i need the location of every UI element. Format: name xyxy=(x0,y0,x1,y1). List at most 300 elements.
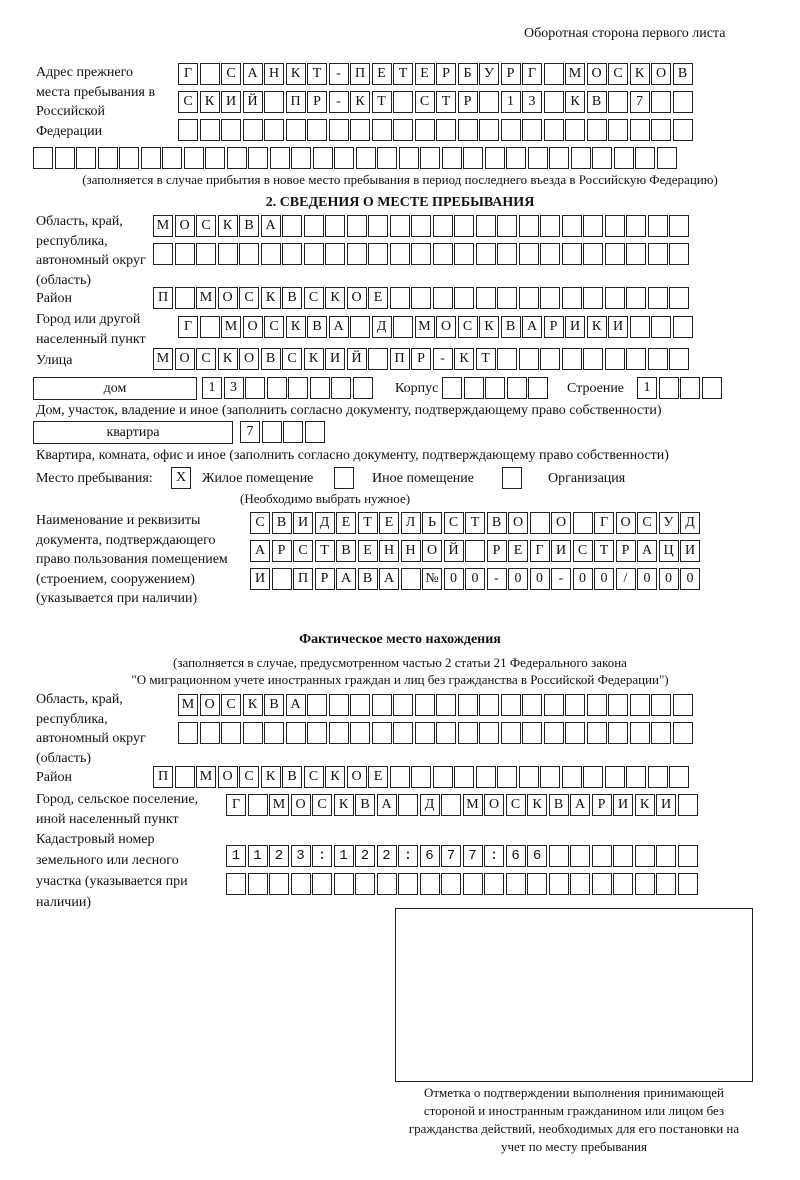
char-cell[interactable] xyxy=(350,316,370,338)
char-cell[interactable] xyxy=(497,766,517,788)
char-cell[interactable] xyxy=(562,348,582,370)
char-cell[interactable]: В xyxy=(673,63,693,85)
char-cell[interactable]: Й xyxy=(243,91,263,113)
char-cell[interactable] xyxy=(175,766,195,788)
char-cell[interactable]: О xyxy=(484,794,504,816)
char-cell[interactable]: С xyxy=(221,63,241,85)
char-cell[interactable] xyxy=(184,147,204,169)
char-cell[interactable] xyxy=(530,512,550,534)
char-cell[interactable] xyxy=(401,568,421,590)
char-cell[interactable] xyxy=(592,845,612,867)
char-cell[interactable] xyxy=(283,421,303,443)
char-cell[interactable] xyxy=(540,215,560,237)
char-cell[interactable] xyxy=(678,873,698,895)
char-cell[interactable] xyxy=(702,377,722,399)
char-cell[interactable]: К xyxy=(286,316,306,338)
char-cell[interactable] xyxy=(562,766,582,788)
char-cell[interactable]: 0 xyxy=(444,568,464,590)
char-cell[interactable] xyxy=(549,873,569,895)
previous-address-row-3[interactable] xyxy=(178,119,694,143)
char-cell[interactable] xyxy=(626,243,646,265)
char-cell[interactable]: 7 xyxy=(240,421,260,443)
char-cell[interactable]: С xyxy=(415,91,435,113)
char-cell[interactable]: О xyxy=(218,766,238,788)
char-cell[interactable]: К xyxy=(635,794,655,816)
char-cell[interactable] xyxy=(393,316,413,338)
char-cell[interactable] xyxy=(441,794,461,816)
char-cell[interactable] xyxy=(651,722,671,744)
char-cell[interactable]: Г xyxy=(178,316,198,338)
char-cell[interactable]: С xyxy=(178,91,198,113)
char-cell[interactable] xyxy=(334,147,354,169)
char-cell[interactable]: С xyxy=(250,512,270,534)
char-cell[interactable] xyxy=(205,147,225,169)
char-cell[interactable]: С xyxy=(196,215,216,237)
char-cell[interactable]: 1 xyxy=(202,377,222,399)
char-cell[interactable]: А xyxy=(336,568,356,590)
char-cell[interactable] xyxy=(261,243,281,265)
char-cell[interactable]: В xyxy=(264,694,284,716)
char-cell[interactable] xyxy=(226,873,246,895)
char-cell[interactable] xyxy=(458,119,478,141)
char-cell[interactable]: К xyxy=(630,63,650,85)
char-cell[interactable] xyxy=(464,377,484,399)
char-cell[interactable] xyxy=(307,722,327,744)
char-cell[interactable] xyxy=(433,243,453,265)
char-cell[interactable] xyxy=(497,348,517,370)
char-cell[interactable] xyxy=(651,119,671,141)
char-cell[interactable] xyxy=(506,147,526,169)
char-cell[interactable] xyxy=(353,377,373,399)
char-cell[interactable] xyxy=(608,91,628,113)
char-cell[interactable]: К xyxy=(334,794,354,816)
char-cell[interactable]: Н xyxy=(401,540,421,562)
char-cell[interactable]: Е xyxy=(415,63,435,85)
char-cell[interactable] xyxy=(608,722,628,744)
char-cell[interactable]: 0 xyxy=(659,568,679,590)
char-cell[interactable]: 3 xyxy=(224,377,244,399)
char-cell[interactable] xyxy=(162,147,182,169)
char-cell[interactable] xyxy=(178,119,198,141)
stay-option-residential-checkbox[interactable]: X xyxy=(171,467,191,489)
char-cell[interactable] xyxy=(476,287,496,309)
char-cell[interactable]: - xyxy=(329,91,349,113)
char-cell[interactable]: О xyxy=(175,215,195,237)
char-cell[interactable]: О xyxy=(291,794,311,816)
char-cell[interactable] xyxy=(420,147,440,169)
char-cell[interactable] xyxy=(307,119,327,141)
char-cell[interactable]: В xyxy=(501,316,521,338)
char-cell[interactable]: № xyxy=(422,568,442,590)
char-cell[interactable] xyxy=(506,873,526,895)
char-cell[interactable]: О xyxy=(239,348,259,370)
char-cell[interactable]: К xyxy=(479,316,499,338)
char-cell[interactable]: 7 xyxy=(630,91,650,113)
char-cell[interactable] xyxy=(264,722,284,744)
char-cell[interactable]: М xyxy=(153,348,173,370)
char-cell[interactable] xyxy=(175,287,195,309)
char-cell[interactable] xyxy=(272,568,292,590)
char-cell[interactable]: О xyxy=(243,316,263,338)
char-cell[interactable] xyxy=(501,722,521,744)
char-cell[interactable] xyxy=(200,316,220,338)
char-cell[interactable] xyxy=(549,147,569,169)
char-cell[interactable] xyxy=(507,377,527,399)
char-cell[interactable] xyxy=(605,243,625,265)
char-cell[interactable] xyxy=(442,377,462,399)
char-cell[interactable]: - xyxy=(329,63,349,85)
char-cell[interactable] xyxy=(497,243,517,265)
char-cell[interactable] xyxy=(519,215,539,237)
char-cell[interactable]: К xyxy=(304,348,324,370)
char-cell[interactable] xyxy=(347,215,367,237)
char-cell[interactable] xyxy=(454,766,474,788)
char-cell[interactable]: М xyxy=(463,794,483,816)
char-cell[interactable] xyxy=(347,243,367,265)
char-cell[interactable]: Г xyxy=(594,512,614,534)
char-cell[interactable]: С xyxy=(458,316,478,338)
char-cell[interactable]: С xyxy=(221,694,241,716)
char-cell[interactable] xyxy=(626,215,646,237)
char-cell[interactable]: В xyxy=(355,794,375,816)
char-cell[interactable] xyxy=(356,147,376,169)
char-cell[interactable]: И xyxy=(613,794,633,816)
char-cell[interactable] xyxy=(651,316,671,338)
char-cell[interactable] xyxy=(659,377,679,399)
char-cell[interactable] xyxy=(368,215,388,237)
char-cell[interactable]: У xyxy=(479,63,499,85)
char-cell[interactable] xyxy=(436,119,456,141)
char-cell[interactable] xyxy=(613,845,633,867)
char-cell[interactable]: В xyxy=(336,540,356,562)
char-cell[interactable] xyxy=(334,845,354,867)
char-cell[interactable] xyxy=(605,348,625,370)
char-cell[interactable]: С xyxy=(196,348,216,370)
char-cell[interactable] xyxy=(562,287,582,309)
char-cell[interactable]: С xyxy=(293,540,313,562)
char-cell[interactable]: Р xyxy=(315,568,335,590)
char-cell[interactable] xyxy=(329,722,349,744)
char-cell[interactable] xyxy=(262,421,282,443)
char-cell[interactable]: 0 xyxy=(637,568,657,590)
char-cell[interactable] xyxy=(350,722,370,744)
char-cell[interactable] xyxy=(119,147,139,169)
char-cell[interactable] xyxy=(673,119,693,141)
char-cell[interactable] xyxy=(415,694,435,716)
char-cell[interactable]: Т xyxy=(372,91,392,113)
char-cell[interactable]: А xyxy=(377,794,397,816)
char-cell[interactable]: С xyxy=(264,316,284,338)
char-cell[interactable]: М xyxy=(153,215,173,237)
char-cell[interactable] xyxy=(390,215,410,237)
char-cell[interactable]: Й xyxy=(347,348,367,370)
char-cell[interactable]: М xyxy=(196,287,216,309)
char-cell[interactable] xyxy=(527,873,547,895)
char-cell[interactable] xyxy=(243,722,263,744)
char-cell[interactable] xyxy=(269,873,289,895)
char-cell[interactable] xyxy=(648,215,668,237)
char-cell[interactable] xyxy=(433,215,453,237)
char-cell[interactable]: И xyxy=(325,348,345,370)
char-cell[interactable] xyxy=(648,766,668,788)
char-cell[interactable] xyxy=(476,243,496,265)
char-cell[interactable] xyxy=(562,243,582,265)
char-cell[interactable] xyxy=(573,512,593,534)
char-cell[interactable] xyxy=(325,215,345,237)
char-cell[interactable] xyxy=(673,722,693,744)
char-cell[interactable] xyxy=(433,766,453,788)
char-cell[interactable]: О xyxy=(551,512,571,534)
region-row-2[interactable] xyxy=(153,243,691,267)
char-cell[interactable]: Т xyxy=(315,540,335,562)
char-cell[interactable] xyxy=(522,119,542,141)
char-cell[interactable] xyxy=(436,722,456,744)
char-cell[interactable]: П xyxy=(153,287,173,309)
char-cell[interactable] xyxy=(608,694,628,716)
char-cell[interactable]: В xyxy=(282,287,302,309)
char-cell[interactable] xyxy=(519,287,539,309)
char-cell[interactable]: А xyxy=(329,316,349,338)
char-cell[interactable]: М xyxy=(415,316,435,338)
char-cell[interactable] xyxy=(565,694,585,716)
char-cell[interactable] xyxy=(544,722,564,744)
house-number-row[interactable] xyxy=(202,377,374,401)
char-cell[interactable] xyxy=(570,873,590,895)
char-cell[interactable] xyxy=(527,845,547,867)
char-cell[interactable] xyxy=(420,873,440,895)
char-cell[interactable] xyxy=(630,722,650,744)
char-cell[interactable] xyxy=(484,845,504,867)
char-cell[interactable] xyxy=(565,119,585,141)
char-cell[interactable]: И xyxy=(293,512,313,534)
district-row[interactable] xyxy=(153,287,691,311)
char-cell[interactable]: Р xyxy=(616,540,636,562)
char-cell[interactable] xyxy=(331,377,351,399)
char-cell[interactable]: М xyxy=(269,794,289,816)
char-cell[interactable]: С xyxy=(444,512,464,534)
char-cell[interactable] xyxy=(678,794,698,816)
char-cell[interactable] xyxy=(587,694,607,716)
char-cell[interactable]: В xyxy=(487,512,507,534)
char-cell[interactable] xyxy=(476,766,496,788)
char-cell[interactable] xyxy=(613,873,633,895)
char-cell[interactable] xyxy=(436,694,456,716)
char-cell[interactable]: А xyxy=(261,215,281,237)
char-cell[interactable]: С xyxy=(608,63,628,85)
char-cell[interactable] xyxy=(196,243,216,265)
char-cell[interactable]: 0 xyxy=(530,568,550,590)
char-cell[interactable] xyxy=(614,147,634,169)
char-cell[interactable]: С xyxy=(573,540,593,562)
char-cell[interactable] xyxy=(390,243,410,265)
actual-city-row[interactable] xyxy=(226,794,699,818)
char-cell[interactable] xyxy=(200,119,220,141)
char-cell[interactable] xyxy=(226,845,246,867)
char-cell[interactable] xyxy=(540,287,560,309)
char-cell[interactable] xyxy=(291,147,311,169)
char-cell[interactable] xyxy=(441,873,461,895)
char-cell[interactable] xyxy=(458,694,478,716)
previous-address-row-1[interactable] xyxy=(178,63,694,87)
char-cell[interactable] xyxy=(630,694,650,716)
char-cell[interactable]: Т xyxy=(465,512,485,534)
char-cell[interactable] xyxy=(286,119,306,141)
char-cell[interactable]: А xyxy=(243,63,263,85)
char-cell[interactable]: - xyxy=(551,568,571,590)
char-cell[interactable]: К xyxy=(261,766,281,788)
char-cell[interactable] xyxy=(605,287,625,309)
char-cell[interactable] xyxy=(651,91,671,113)
char-cell[interactable] xyxy=(544,694,564,716)
char-cell[interactable] xyxy=(282,243,302,265)
char-cell[interactable] xyxy=(393,694,413,716)
char-cell[interactable]: М xyxy=(196,766,216,788)
char-cell[interactable] xyxy=(221,722,241,744)
char-cell[interactable] xyxy=(648,348,668,370)
char-cell[interactable] xyxy=(442,147,462,169)
char-cell[interactable]: К xyxy=(218,348,238,370)
char-cell[interactable]: Е xyxy=(358,540,378,562)
street-row[interactable] xyxy=(153,348,691,372)
char-cell[interactable]: С xyxy=(312,794,332,816)
char-cell[interactable]: К xyxy=(218,215,238,237)
char-cell[interactable] xyxy=(398,845,418,867)
actual-region-row-1[interactable] xyxy=(178,694,694,718)
char-cell[interactable] xyxy=(630,316,650,338)
char-cell[interactable] xyxy=(411,243,431,265)
char-cell[interactable]: С xyxy=(637,512,657,534)
char-cell[interactable] xyxy=(479,694,499,716)
char-cell[interactable] xyxy=(565,722,585,744)
char-cell[interactable]: М xyxy=(221,316,241,338)
char-cell[interactable]: О xyxy=(616,512,636,534)
char-cell[interactable]: В xyxy=(261,348,281,370)
char-cell[interactable]: Т xyxy=(393,63,413,85)
char-cell[interactable] xyxy=(635,845,655,867)
char-cell[interactable]: Г xyxy=(178,63,198,85)
char-cell[interactable] xyxy=(506,845,526,867)
char-cell[interactable] xyxy=(372,694,392,716)
char-cell[interactable]: С xyxy=(304,766,324,788)
char-cell[interactable] xyxy=(673,694,693,716)
char-cell[interactable] xyxy=(248,147,268,169)
char-cell[interactable]: Р xyxy=(436,63,456,85)
char-cell[interactable] xyxy=(33,147,53,169)
char-cell[interactable]: П xyxy=(390,348,410,370)
char-cell[interactable] xyxy=(519,766,539,788)
char-cell[interactable] xyxy=(485,147,505,169)
char-cell[interactable] xyxy=(398,873,418,895)
char-cell[interactable] xyxy=(592,873,612,895)
char-cell[interactable] xyxy=(398,794,418,816)
char-cell[interactable] xyxy=(669,243,689,265)
char-cell[interactable]: К xyxy=(286,63,306,85)
char-cell[interactable] xyxy=(433,287,453,309)
char-cell[interactable] xyxy=(334,873,354,895)
char-cell[interactable]: Т xyxy=(436,91,456,113)
char-cell[interactable]: 0 xyxy=(465,568,485,590)
char-cell[interactable] xyxy=(608,119,628,141)
char-cell[interactable] xyxy=(372,722,392,744)
char-cell[interactable] xyxy=(305,421,325,443)
char-cell[interactable] xyxy=(583,243,603,265)
char-cell[interactable]: В xyxy=(282,766,302,788)
char-cell[interactable]: О xyxy=(347,287,367,309)
char-cell[interactable] xyxy=(592,147,612,169)
char-cell[interactable] xyxy=(540,348,560,370)
region-row-1[interactable] xyxy=(153,215,691,239)
city-row[interactable] xyxy=(178,316,694,340)
char-cell[interactable] xyxy=(479,119,499,141)
char-cell[interactable] xyxy=(463,873,483,895)
apartment-number-row[interactable] xyxy=(240,421,326,445)
char-cell[interactable]: 0 xyxy=(594,568,614,590)
char-cell[interactable] xyxy=(544,63,564,85)
char-cell[interactable]: К xyxy=(565,91,585,113)
char-cell[interactable] xyxy=(479,91,499,113)
char-cell[interactable] xyxy=(218,243,238,265)
char-cell[interactable] xyxy=(583,766,603,788)
char-cell[interactable]: П xyxy=(153,766,173,788)
char-cell[interactable] xyxy=(562,215,582,237)
char-cell[interactable]: К xyxy=(350,91,370,113)
char-cell[interactable] xyxy=(313,147,333,169)
char-cell[interactable] xyxy=(657,147,677,169)
char-cell[interactable] xyxy=(393,91,413,113)
char-cell[interactable] xyxy=(669,766,689,788)
char-cell[interactable] xyxy=(55,147,75,169)
char-cell[interactable] xyxy=(626,287,646,309)
char-cell[interactable] xyxy=(325,243,345,265)
char-cell[interactable] xyxy=(141,147,161,169)
char-cell[interactable]: Е xyxy=(508,540,528,562)
char-cell[interactable]: С xyxy=(239,287,259,309)
char-cell[interactable]: С xyxy=(304,287,324,309)
char-cell[interactable] xyxy=(329,694,349,716)
char-cell[interactable] xyxy=(310,377,330,399)
char-cell[interactable]: 0 xyxy=(508,568,528,590)
char-cell[interactable]: М xyxy=(565,63,585,85)
char-cell[interactable] xyxy=(587,119,607,141)
char-cell[interactable]: П xyxy=(350,63,370,85)
char-cell[interactable]: К xyxy=(454,348,474,370)
char-cell[interactable]: Р xyxy=(487,540,507,562)
char-cell[interactable] xyxy=(178,722,198,744)
char-cell[interactable] xyxy=(76,147,96,169)
char-cell[interactable]: Т xyxy=(358,512,378,534)
char-cell[interactable]: В xyxy=(549,794,569,816)
char-cell[interactable] xyxy=(651,694,671,716)
house-type-field[interactable]: дом xyxy=(33,377,197,400)
char-cell[interactable]: Ц xyxy=(659,540,679,562)
char-cell[interactable]: И xyxy=(680,540,700,562)
char-cell[interactable]: О xyxy=(651,63,671,85)
char-cell[interactable] xyxy=(583,287,603,309)
char-cell[interactable]: Е xyxy=(372,63,392,85)
char-cell[interactable] xyxy=(350,694,370,716)
char-cell[interactable] xyxy=(626,766,646,788)
char-cell[interactable] xyxy=(479,722,499,744)
actual-region-row-2[interactable] xyxy=(178,722,694,746)
apartment-type-field[interactable]: квартира xyxy=(33,421,233,444)
char-cell[interactable] xyxy=(269,845,289,867)
char-cell[interactable]: И xyxy=(221,91,241,113)
char-cell[interactable] xyxy=(393,119,413,141)
char-cell[interactable] xyxy=(288,377,308,399)
char-cell[interactable]: А xyxy=(570,794,590,816)
char-cell[interactable]: Н xyxy=(379,540,399,562)
char-cell[interactable] xyxy=(519,348,539,370)
